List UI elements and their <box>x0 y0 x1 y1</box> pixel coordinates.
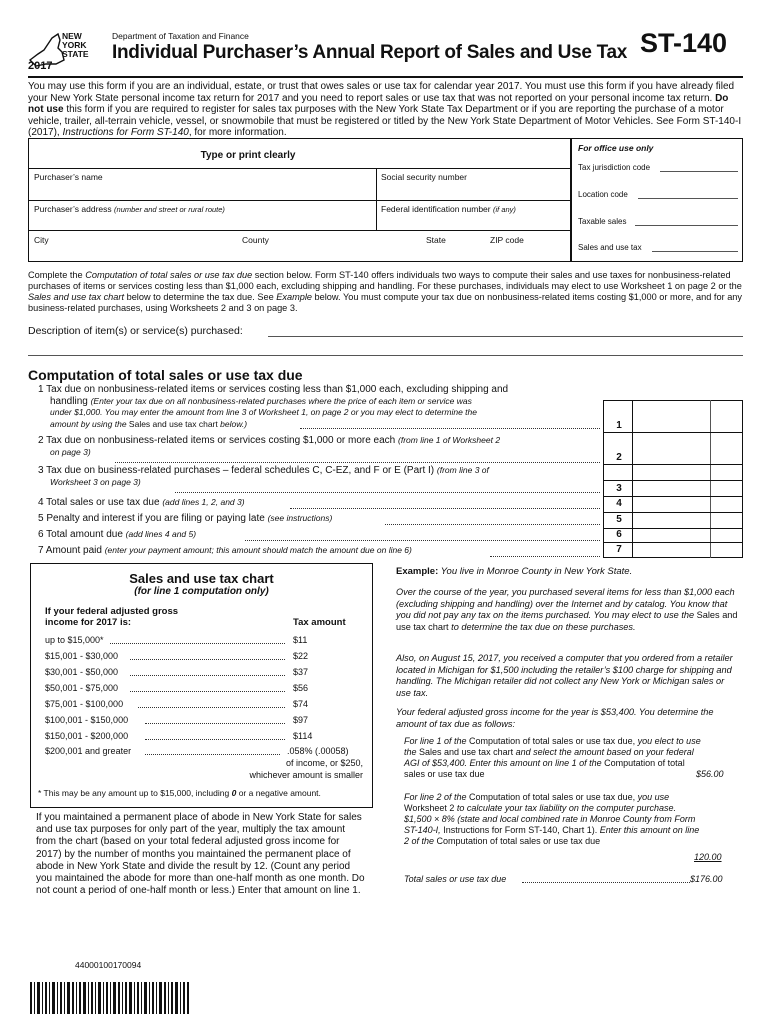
line-number-5: 5 <box>616 514 622 525</box>
form-number: ST-140 <box>640 28 728 58</box>
location-code-label: Location code <box>578 190 628 199</box>
office-use-title: For office use only <box>578 143 654 153</box>
type-print-note: Type or print clearly <box>200 150 296 161</box>
zip-label: ZIP code <box>490 235 524 245</box>
leader <box>385 524 600 525</box>
chart-row: $30,001 - $50,000 $37 <box>45 667 309 677</box>
divider <box>28 230 571 231</box>
divider <box>603 464 743 465</box>
description-label: Description of item(s) or service(s) purchased: <box>28 325 243 337</box>
chart-row: $200,001 and greater .058% (.00058) <box>45 746 349 756</box>
example-p1: Over the course of the year, you purchased several items for less than $1,000 each (excluding shipping and handling) over the Internet and by catalog. You know that you did not pay any tax on the items purchased. You may elect to use the Sales and use tax chart to determine the tax due on these purchases. <box>396 587 738 632</box>
ssn-field[interactable] <box>381 182 566 200</box>
example-total-label: Total sales or use tax due <box>404 874 507 884</box>
state-label: State <box>426 235 446 245</box>
chart-col1-header: If your federal adjusted gross income for 2017 is: <box>45 606 179 628</box>
instructions-paragraph: Complete the Computation of total sales or use tax due section below. Form ST-140 offers individuals two ways to compute their sales and use taxes for nonbusiness-related purchases of items or services costing less than $1,000 each, excluding shipping and handling. For these purchases, individuals may elect to use Worksheet 1 on page 2 or the Sales and use tax chart below to determine the tax due. See Example below. You must compute your tax due on nonbusiness-related items costing $1,000 or more, and for any business-related purchases, using Worksheets 2 and 3 on page 3. <box>28 270 743 313</box>
example-p2: Also, on August 15, 2017, you received a computer that you ordered from a retailer located in Michigan for $1,500 including the retailer’s $100 charge for shipping and handling. The Michigan retailer did not collect any New York or Michigan sales or use tax. <box>396 653 733 698</box>
leader <box>115 462 600 463</box>
leader <box>290 508 600 509</box>
leader <box>145 723 285 724</box>
sales-use-tax-label: Sales and use tax <box>578 243 642 252</box>
line6-text: 6 Total amount due (add lines 4 and 5) <box>38 529 197 540</box>
line-number-4: 4 <box>616 498 622 509</box>
line-number-6: 6 <box>616 529 622 540</box>
line4-text: 4 Total sales or use tax due (add lines 1, 2, and 3) <box>38 497 245 508</box>
city-county-state-zip-field[interactable] <box>34 245 564 261</box>
chart-last-note-b: whichever amount is smaller <box>249 770 363 780</box>
leader <box>145 739 285 740</box>
form-title: Individual Purchaser’s Annual Report of Sales and Use Tax <box>112 42 628 63</box>
purchaser-name-field[interactable] <box>34 182 374 200</box>
county-label: County <box>242 235 269 245</box>
chart-footnote: * This may be any amount up to $15,000, including 0 or a negative amount. <box>38 788 321 798</box>
address-field[interactable] <box>34 214 374 230</box>
chart-row: $150,001 - $200,000 $114 <box>45 731 313 741</box>
intro-paragraph: You may use this form if you are an individual, estate, or trust that owes sales or use tax for calendar year 2017. You must use this form if you have already filed your New York State personal income tax return for 2017 and you need to report sales or use tax that was not reported on your personal income tax return. Do not use this form if you are required to register for sales tax purposes with the New York State Tax Department or if you are reporting the purchase of a motor vehicle, trailer, all-terrain vehicle, vessel, or snowmobile that must be registered or titled by the New York State Department of Motor Vehicles. See Form ST-140-I (2017), Instructions for Form ST-140, for more information. <box>28 81 742 138</box>
department-name: Department of Taxation and Finance <box>112 31 249 41</box>
leader <box>130 675 285 676</box>
chart-col2-header: Tax amount <box>293 617 346 628</box>
line3-text: 3 Tax due on business-related purchases – federal schedules C, C-EZ, and F or E (Part I) (from line 3 of Worksheet 3 on page 3) <box>38 465 489 487</box>
line7-amount-field[interactable] <box>634 543 709 557</box>
leader <box>130 659 285 660</box>
leader <box>490 556 600 557</box>
line5-amount-field[interactable] <box>634 513 709 527</box>
chart-title: Sales and use tax chart <box>129 571 274 586</box>
line-number-7: 7 <box>616 544 622 555</box>
line-number-1: 1 <box>616 420 622 431</box>
fein-field[interactable] <box>381 214 566 230</box>
chart-last-note-a: of income, or $250, <box>285 758 363 768</box>
chart-row: $100,001 - $150,000 $97 <box>45 715 309 725</box>
computation-heading: Computation of total sales or use tax due <box>28 367 303 383</box>
leader <box>110 643 285 644</box>
leader <box>522 882 690 883</box>
divider <box>710 400 711 558</box>
example-line1-amount: $56.00 <box>696 769 724 779</box>
barcode <box>30 970 190 1014</box>
barcode-number: 44000100170094 <box>75 960 142 970</box>
leader <box>130 691 285 692</box>
form-year: 2017 <box>28 60 53 72</box>
line7-text: 7 Amount paid (enter your payment amount; this amount should match the amount due on line 6) <box>38 545 412 556</box>
sales-use-tax-line <box>652 251 738 252</box>
description-field[interactable] <box>268 336 743 337</box>
city-label: City <box>34 235 49 245</box>
divider <box>28 168 571 169</box>
line3-amount-field[interactable] <box>634 481 709 495</box>
divider <box>632 400 633 558</box>
divider <box>28 200 571 201</box>
example-line2-amount: 120.00 <box>694 852 722 862</box>
line5-text: 5 Penalty and interest if you are filing or paying late (see instructions) <box>38 513 333 524</box>
line4-amount-field[interactable] <box>634 497 709 511</box>
leader <box>145 754 280 755</box>
example-p3: Your federal adjusted gross income for the year is $53,400. You determine the amount of tax due as follows: <box>396 707 714 729</box>
leader <box>138 707 285 708</box>
line1-text: 1 Tax due on nonbusiness-related items or services costing less than $1,000 each, excluding shipping and handling (Enter your tax due on all nonbusiness-related purchases where the price of each item or service was under $1,000. You may enter the amount from line 3 of Worksheet 1, on page 2 or you may elect to determine the amount by using the Sales and use tax chart below.) <box>38 384 509 429</box>
location-code-line <box>638 198 738 199</box>
description-field-line2[interactable] <box>28 355 743 356</box>
chart-row: $50,001 - $75,000 $56 <box>45 683 309 693</box>
example-line1: For line 1 of the Computation of total sales or use tax due, you elect to use the Sales and use tax chart and select the amount based on your federal AGI of $53,400. Enter this amount on line 1 of the Computation of total sales or use tax due <box>404 736 701 779</box>
example-total-amount: $176.00 <box>690 874 723 884</box>
part-year-instructions: If you maintained a permanent place of abode in New York State for sales and use tax purposes for only part of the year, multiply the tax amount from the chart (based on your total federal adjusted gross income for 2017) by the number of months you maintained the permanent place of abode in New York State and divide the result by 12. (Count any period you maintained the abode for more than one-half month as one month. Do not count a period of one-half month or less.) Enter that amount on line 1. <box>36 812 365 897</box>
tax-jurisdiction-code-line <box>660 171 738 172</box>
chart-row: $15,001 - $30,000 $22 <box>45 651 309 661</box>
ny-state-wordmark: NEW YORK STATE <box>62 31 89 59</box>
chart-subtitle: (for line 1 computation only) <box>134 586 269 597</box>
fein-label: Federal identification number (if any) <box>381 204 516 214</box>
line2-amount-field[interactable] <box>634 448 709 463</box>
tax-jurisdiction-code-label: Tax jurisdiction code <box>578 163 651 172</box>
line-number-2: 2 <box>616 452 622 463</box>
line1-amount-field[interactable] <box>634 416 709 431</box>
line-number-3: 3 <box>616 483 622 494</box>
leader <box>300 428 600 429</box>
example-lead: Example: You live in Monroe County in New York State. <box>396 566 633 577</box>
example-line2: For line 2 of the Computation of total sales or use tax due, you use Worksheet 2 to calculate your tax liability on the computer purchase. $1,500 × 8% (state and local combined rate in Monroe County from Form ST-140-I, Instructions for Form ST-140, Chart 1). Enter this amount on line 2 of the Computation of total sales or use tax due <box>404 792 700 846</box>
leader <box>245 540 600 541</box>
divider <box>376 168 377 230</box>
chart-row: $75,001 - $100,000 $74 <box>45 699 309 709</box>
header-rule <box>28 76 743 78</box>
line6-amount-field[interactable] <box>634 529 709 541</box>
taxable-sales-line <box>635 225 738 226</box>
line2-text: 2 Tax due on nonbusiness-related items or services costing $1,000 or more each (from line 1 of Worksheet 2 on page 3) <box>38 435 501 457</box>
divider <box>603 432 743 433</box>
ssn-label: Social security number <box>381 172 467 182</box>
purchaser-name-label: Purchaser’s name <box>34 172 103 182</box>
taxable-sales-label: Taxable sales <box>578 217 627 226</box>
address-label: Purchaser’s address (number and street or rural route) <box>34 204 225 214</box>
chart-row: up to $15,000* $11 <box>45 635 308 645</box>
leader <box>175 492 600 493</box>
